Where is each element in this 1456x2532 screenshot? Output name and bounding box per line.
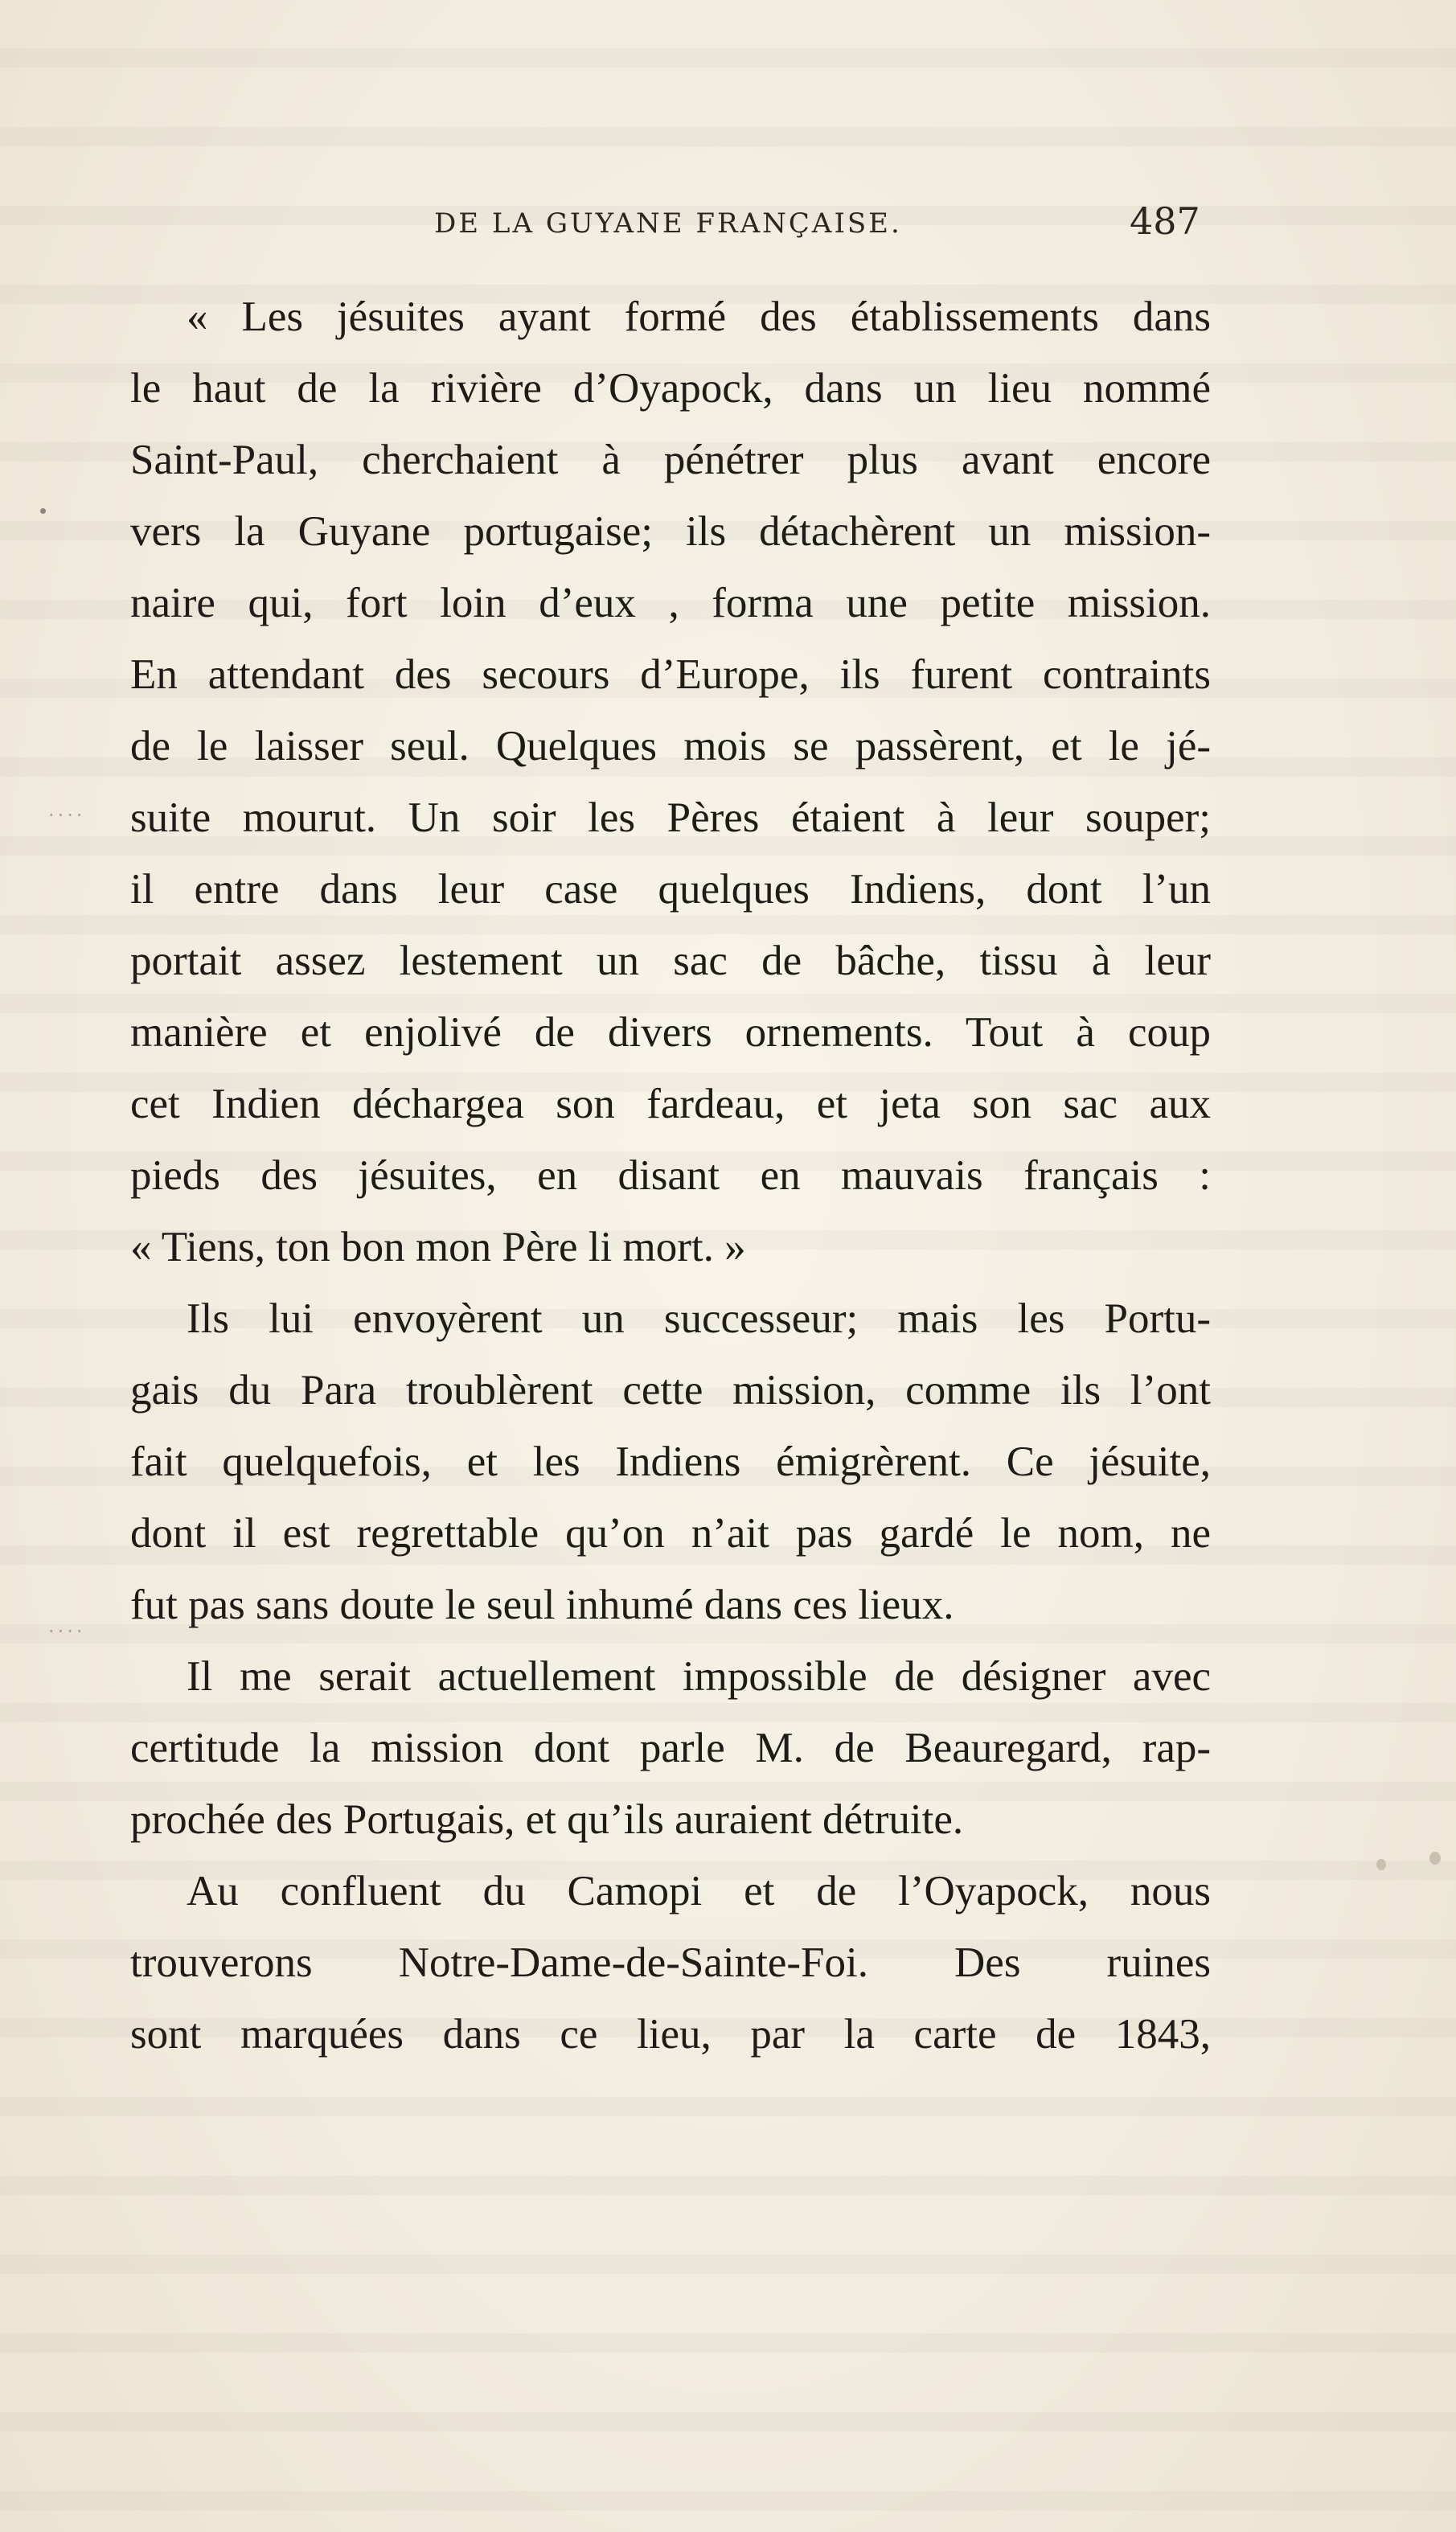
text-line: le haut de la rivière d’Oyapock, dans un lieu nommé xyxy=(130,365,1211,412)
text-line: Au confluent du Camopi et de l’Oyapock, nous xyxy=(187,1868,1211,1914)
text-line: Ils lui envoyèrent un successeur; mais les Portu- xyxy=(187,1295,1211,1342)
paragraph-1 xyxy=(130,281,1211,1283)
text-line: Saint-Paul, cherchaient à pénétrer plus avant encore xyxy=(130,437,1211,483)
text-line: Il me serait actuellement impossible de désigner avec xyxy=(187,1653,1211,1700)
text-line: gais du Para troublèrent cette mission, comme ils l’ont xyxy=(130,1367,1211,1414)
paper-spot xyxy=(1429,1852,1441,1865)
margin-dots-mark: ···· xyxy=(48,804,86,827)
page-header xyxy=(0,199,1456,248)
body-text xyxy=(130,281,1211,2070)
text-line: il entre dans leur case quelques Indiens, dont l’un xyxy=(130,866,1211,913)
page-number: 487 xyxy=(1130,199,1200,243)
paragraph-3 xyxy=(130,1641,1211,1856)
text-line: manière et enjolivé de divers ornements. Tout à coup xyxy=(130,1009,1211,1056)
text-line: cet Indien déchargea son fardeau, et jeta son sac aux xyxy=(130,1081,1211,1127)
margin-dots-mark: ···· xyxy=(48,1620,86,1643)
text-line: En attendant des secours d’Europe, ils furent contraints xyxy=(130,651,1211,698)
running-title: DE LA GUYANE FRANÇAISE. xyxy=(434,207,902,240)
text-line: pieds des jésuites, en disant en mauvais français : xyxy=(130,1152,1211,1199)
text-line: fut pas sans doute le seul inhumé dans ces lieux. xyxy=(130,1582,954,1628)
paper-spot xyxy=(1376,1859,1386,1870)
text-line: sont marquées dans ce lieu, par la carte de 1843, xyxy=(130,2011,1211,2058)
text-line: de le laisser seul. Quelques mois se passèrent, et le jé- xyxy=(130,723,1211,769)
text-line: dont il est regrettable qu’on n’ait pas gardé le nom, ne xyxy=(130,1510,1211,1557)
text-line: vers la Guyane portugaise; ils détachèrent un mission- xyxy=(130,508,1211,555)
text-line: « Les jésuites ayant formé des établissements dans xyxy=(187,293,1211,340)
text-line: certitude la mission dont parle M. de Beauregard, rap- xyxy=(130,1725,1211,1771)
paper-spot xyxy=(40,508,46,514)
text-line: naire qui, fort loin d’eux , forma une petite mission. xyxy=(130,580,1211,626)
text-line: prochée des Portugais, et qu’ils auraient détruite. xyxy=(130,1796,964,1843)
paragraph-4 xyxy=(130,1856,1211,2070)
text-line: fait quelquefois, et les Indiens émigrèrent. Ce jésuite, xyxy=(130,1438,1211,1485)
text-line: suite mourut. Un soir les Pères étaient à leur souper; xyxy=(130,794,1211,841)
text-line: portait assez lestement un sac de bâche, tissu à leur xyxy=(130,938,1211,984)
text-line: trouverons Notre-Dame-de-Sainte-Foi. Des ruines xyxy=(130,1939,1211,1986)
text-line: « Tiens, ton bon mon Père li mort. » xyxy=(130,1224,746,1270)
paragraph-2 xyxy=(130,1283,1211,1641)
